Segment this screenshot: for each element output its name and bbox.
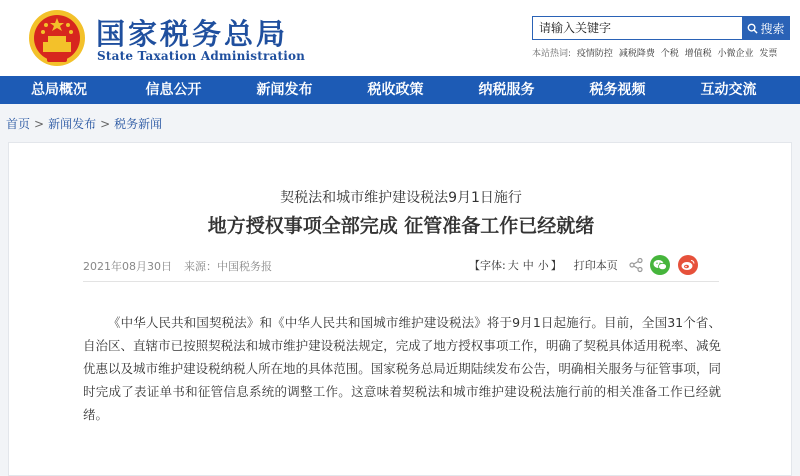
- article-divider: [83, 281, 719, 282]
- nav-item-overview[interactable]: 总局概况: [31, 82, 87, 98]
- site-title[interactable]: 国家税务总局: [96, 17, 289, 51]
- search-icon: [747, 23, 758, 34]
- hot-word[interactable]: 发票: [759, 49, 778, 59]
- nav-item-interaction[interactable]: 互动交流: [700, 82, 757, 98]
- search-button-label: 搜索: [760, 21, 785, 36]
- wechat-share-icon[interactable]: [650, 255, 670, 275]
- hot-word[interactable]: 减税降费: [618, 49, 655, 59]
- weibo-share-icon[interactable]: [678, 255, 698, 275]
- hot-word[interactable]: 个税: [660, 49, 679, 59]
- article-date: 2021年08月30日: [83, 260, 172, 273]
- wechat-icon: [653, 259, 667, 271]
- breadcrumb-separator: >: [34, 117, 45, 131]
- nav-item-disclosure[interactable]: 信息公开: [145, 82, 202, 98]
- breadcrumb-tax-news[interactable]: 税务新闻: [114, 117, 163, 131]
- breadcrumb: [6, 115, 162, 132]
- search-button[interactable]: [742, 16, 790, 40]
- national-emblem-icon[interactable]: [28, 8, 86, 68]
- weibo-icon: [681, 259, 695, 271]
- nav-item-policy[interactable]: 税收政策: [367, 82, 424, 98]
- article-body: 《中华人民共和国契税法》和《中华人民共和国城市维护建设税法》将于9月1日起施行。目前，全国31个省、自治区、直辖市已按照契税法和城市维护建设税法规定，完成了地方授权事项工作，明确了契税具体适用税率、减免优惠以及城市维护建设税纳税人所在地的具体范围。国家税务总局近期陆续发布公告，明确相关服务与征管事项，同时完成了表证单书和征管信息系统的调整工作。这意味着契税法和城市维护建设税法施行前的相关准备工作已经就绪。: [83, 315, 721, 422]
- font-size-medium[interactable]: 中: [522, 259, 534, 272]
- main-nav: [0, 76, 800, 104]
- hot-words: [532, 46, 780, 59]
- font-size-label-close: 】: [550, 259, 562, 272]
- article-tools: [469, 254, 698, 276]
- breadcrumb-news[interactable]: 新闻发布: [48, 117, 97, 131]
- hot-word[interactable]: 增值税: [684, 49, 712, 59]
- font-size-label: 【字体:: [469, 259, 506, 272]
- hot-words-label: 本站热词:: [532, 49, 572, 59]
- article-source: 来源：中国税务报: [184, 260, 272, 273]
- nav-item-service[interactable]: 纳税服务: [478, 82, 535, 98]
- font-size-small[interactable]: 小: [537, 259, 549, 272]
- hot-word[interactable]: 疫情防控: [576, 49, 613, 59]
- site-subtitle: State Taxation Administration: [97, 49, 306, 63]
- site-header: [0, 0, 800, 76]
- breadcrumb-separator: >: [100, 117, 111, 131]
- breadcrumb-home[interactable]: 首页: [6, 117, 31, 131]
- article-meta: [83, 258, 272, 274]
- article-title: 地方授权事项全部完成 征管准备工作已经就绪: [207, 215, 595, 237]
- search-input[interactable]: 请输入关键字: [532, 16, 742, 40]
- article-subtitle: 契税法和城市维护建设税法9月1日施行: [280, 190, 522, 206]
- font-size-large[interactable]: 大: [507, 259, 519, 272]
- hot-word[interactable]: 小微企业: [717, 49, 754, 59]
- share-icon[interactable]: [628, 257, 644, 273]
- nav-item-news[interactable]: 新闻发布: [256, 82, 313, 98]
- nav-item-video[interactable]: 税务视频: [589, 82, 646, 98]
- article-card: [8, 142, 792, 476]
- print-button[interactable]: 打印本页: [573, 259, 618, 272]
